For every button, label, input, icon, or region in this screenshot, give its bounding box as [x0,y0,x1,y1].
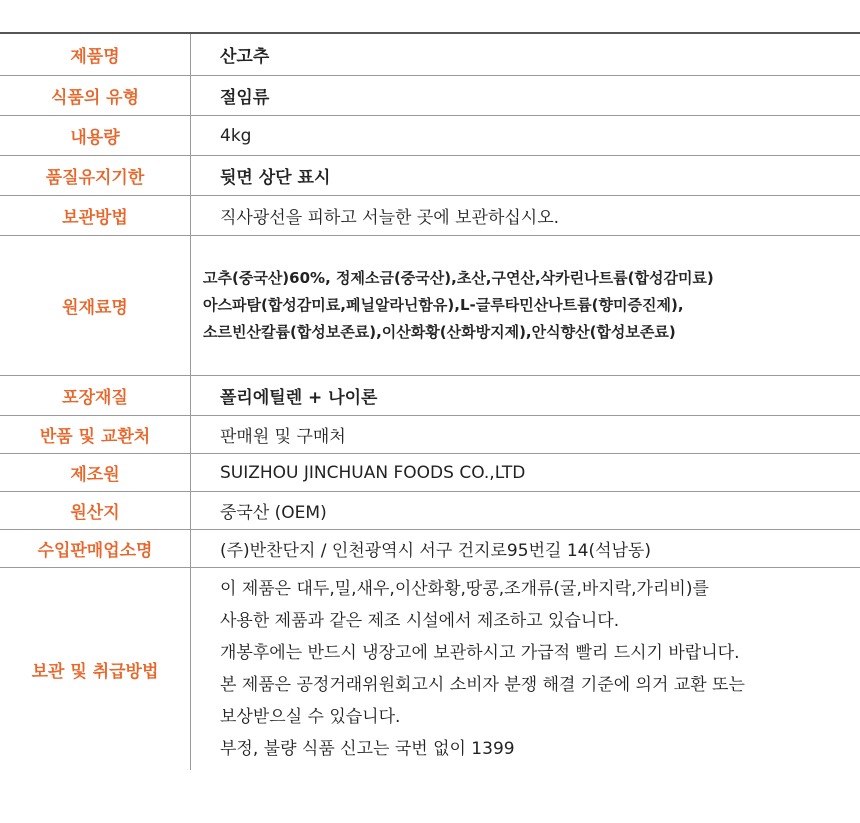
value-handling [191,568,860,770]
label-product-name: 제품명 [0,34,191,75]
row-handling [0,568,860,770]
row-origin [0,492,860,530]
value-product-name: 산고추 [220,47,270,67]
label-food-type: 식품의 유형 [0,76,191,115]
value-manufacturer: SUIZHOU JINCHUAN FOODS CO.,LTD [220,462,526,483]
handling-line: 개봉후에는 반드시 냉장고에 보관하시고 가급적 빨리 드시기 바랍니다. [220,643,740,663]
handling-line: 사용한 제품과 같은 제조 시설에서 제조하고 있습니다. [220,611,620,631]
value-packaging: 폴리에틸렌 + 나이론 [220,388,378,408]
row-importer [0,530,860,568]
value-importer: (주)반찬단지 / 인천광역시 서구 건지로95번길 14(석남동) [220,541,651,561]
value-ingredients [191,236,860,375]
label-ingredients: 원재료명 [0,236,191,375]
label-storage: 보관방법 [0,196,191,235]
value-storage: 직사광선을 피하고 서늘한 곳에 보관하십시오. [220,208,560,228]
label-manufacturer: 제조원 [0,454,191,491]
row-manufacturer [0,454,860,492]
handling-line: 이 제품은 대두,밀,새우,이산화황,땅콩,조개류(굴,바지락,가리비)를 [220,579,709,599]
label-handling: 보관 및 취급방법 [0,568,191,770]
value-net-content: 4kg [220,125,252,146]
value-returns: 판매원 및 구매처 [220,427,346,447]
handling-line: 보상받으실 수 있습니다. [220,707,401,727]
label-origin: 원산지 [0,492,191,529]
ingredients-line: 고추(중국산)60%, 정제소금(중국산),초산,구연산,삭카린나트륨(합성감미료) [203,269,714,287]
row-expiry [0,156,860,196]
handling-line: 본 제품은 공정거래위원회고시 소비자 분쟁 해결 기준에 의거 교환 또는 [220,675,745,695]
label-net-content: 내용량 [0,116,191,155]
row-returns [0,416,860,454]
row-product-name [0,32,860,76]
row-packaging [0,376,860,416]
label-expiry: 품질유지기한 [0,156,191,195]
label-packaging: 포장재질 [0,376,191,415]
row-food-type [0,76,860,116]
handling-line: 부정, 불량 식품 신고는 국번 없이 1399 [220,739,515,759]
row-storage [0,196,860,236]
label-returns: 반품 및 교환처 [0,416,191,453]
value-origin: 중국산 (OEM) [220,503,327,523]
ingredients-line: 소르빈산칼륨(합성보존료),이산화황(산화방지제),안식향산(합성보존료) [203,323,676,341]
row-net-content [0,116,860,156]
value-expiry: 뒷면 상단 표시 [220,168,331,188]
row-ingredients [0,236,860,376]
product-info-table [0,32,860,770]
ingredients-line: 아스파탐(합성감미료,페닐알라닌함유),L-글루타민산나트륨(향미증진제), [203,296,684,314]
label-importer: 수입판매업소명 [0,530,191,567]
value-food-type: 절임류 [220,88,270,108]
